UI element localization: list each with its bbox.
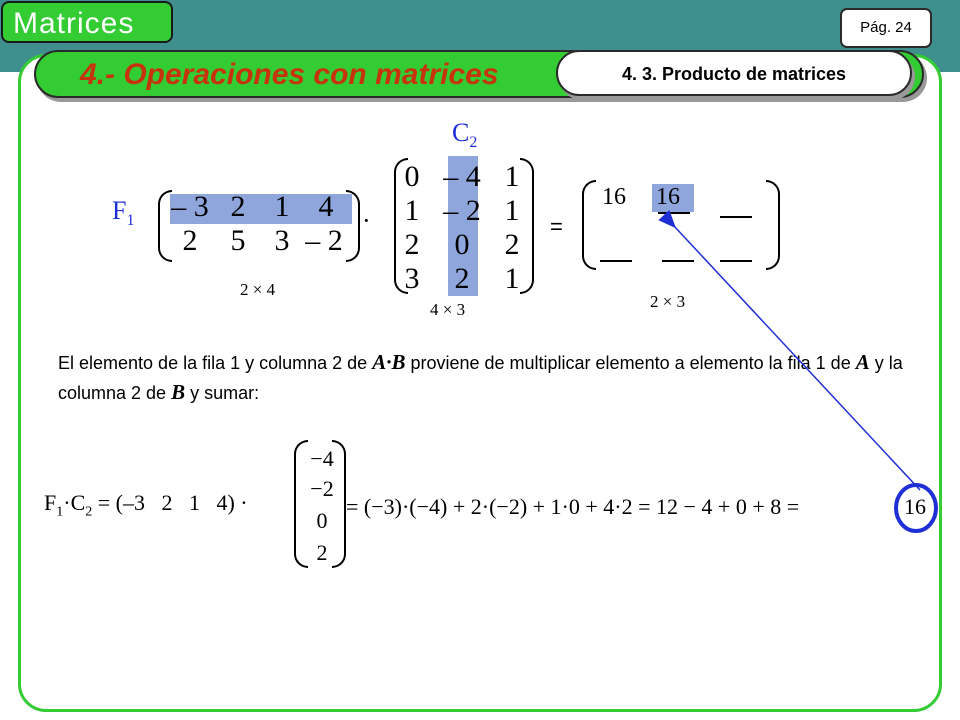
column-entry: −4: [310, 446, 334, 471]
matrix-cell: 2: [504, 228, 520, 261]
pointer-arrow: [674, 226, 920, 490]
equation-sub: 2: [85, 504, 93, 520]
matrix-cell: 0: [454, 228, 470, 261]
matrix-cell: 2: [404, 228, 420, 261]
matrix-cell: 5: [230, 224, 246, 257]
matrix-cell: 2: [182, 224, 198, 257]
page-number: Pág. 24: [840, 8, 932, 48]
matrix-cell: – 2: [443, 194, 481, 227]
matrix-cell: 4: [318, 190, 334, 223]
multiply-dot: ·: [362, 206, 371, 235]
result-cell: 16: [602, 184, 626, 210]
matrix-cell: 3: [274, 224, 290, 257]
matrix-cell: – 3: [171, 190, 209, 223]
description-text: y la columna 2 de: [58, 353, 903, 403]
description-term: A·B: [372, 350, 406, 374]
equation-rhs: = (−3)·(−4) + 2·(−2) + 1·0 + 4·2 = 12 − 4 + 0 + 8 =: [346, 494, 800, 519]
matrix-cell: 1: [504, 194, 520, 227]
column-label-letter: C: [452, 118, 470, 147]
dims-label: 2 × 4: [240, 280, 276, 299]
matrix-cell: 3: [404, 262, 420, 295]
row-label-sub: 1: [126, 212, 135, 230]
matrix-cell: – 4: [443, 160, 481, 193]
description-text: proviene de multiplicar elemento a elemento la fila 1 de: [405, 353, 856, 373]
equals-sign: =: [550, 214, 563, 239]
matrix-cell: 1: [274, 190, 290, 223]
description-text: El elemento de la fila 1 y columna 2 de: [58, 353, 373, 373]
matrix-cell: 1: [504, 262, 520, 295]
result-circle: [896, 485, 936, 531]
equation-sub: 1: [56, 504, 64, 520]
section-subtitle: 4. 3. Producto de matrices: [556, 50, 912, 96]
description-term: B: [171, 380, 186, 404]
section-badge: Matrices: [1, 1, 173, 43]
matrix-cell: 2: [230, 190, 246, 223]
row-label-letter: F: [112, 196, 127, 225]
matrix-cell: 2: [454, 262, 470, 295]
result-cell: 16: [656, 184, 680, 210]
column-label-sub: 2: [469, 134, 478, 152]
description-term: A: [855, 350, 870, 374]
column-entry: 0: [316, 508, 328, 533]
dims-label: 2 × 3: [650, 292, 686, 311]
dims-label: 4 × 3: [430, 300, 466, 319]
column-entry: −2: [310, 476, 334, 501]
matrix-cell: – 2: [305, 224, 343, 257]
equation-text: ·C: [63, 490, 86, 515]
matrix-cell: 0: [404, 160, 420, 193]
equation-result: 16: [904, 494, 926, 519]
description-text: y sumar:: [185, 383, 260, 403]
matrix-cell: 1: [504, 160, 520, 193]
equation-text: = (–3 2 1 4) ·: [92, 490, 248, 515]
matrix-cell: 1: [404, 194, 420, 227]
equation-text: F: [44, 490, 57, 515]
page-title: 4.- Operaciones con matrices: [80, 58, 499, 91]
column-entry: 2: [316, 540, 328, 565]
